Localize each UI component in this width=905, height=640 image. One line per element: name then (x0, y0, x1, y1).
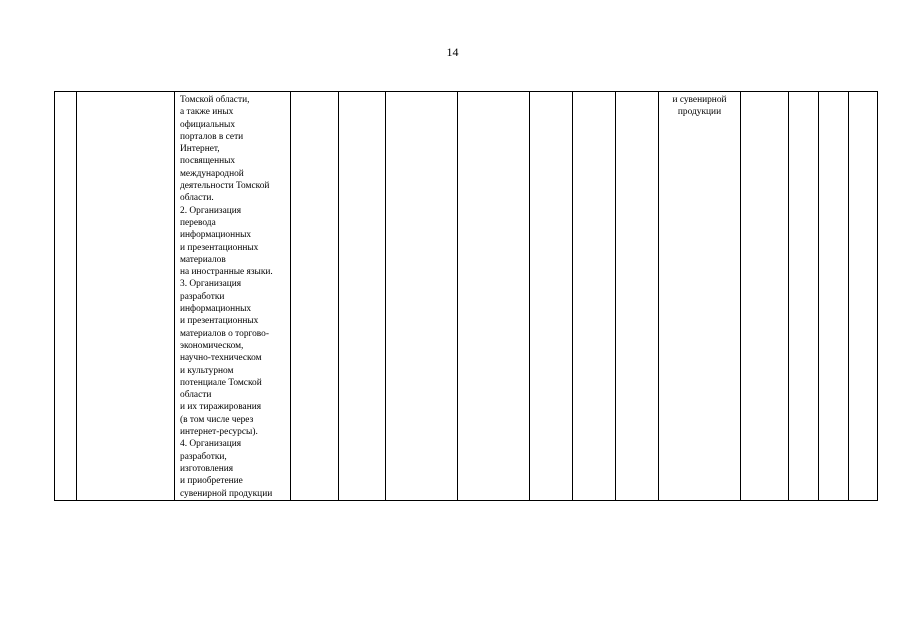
table-cell-description (175, 92, 291, 501)
table-cell-empty (789, 92, 819, 501)
table-cell-empty (819, 92, 849, 501)
program-table (54, 91, 878, 501)
table-row (55, 92, 878, 501)
table-cell-empty (849, 92, 878, 501)
table-cell-empty (386, 92, 458, 501)
table-cell-empty (530, 92, 573, 501)
table-cell-empty (339, 92, 386, 501)
table-cell-empty (291, 92, 339, 501)
table-cell-number (55, 92, 77, 501)
table-cell-task (77, 92, 175, 501)
page-number: 14 (446, 45, 459, 59)
result-text: и сувенирной продукции (672, 95, 727, 118)
table-cell-empty (573, 92, 616, 501)
table-cell-result (659, 92, 741, 501)
table-cell-empty (741, 92, 789, 501)
table-cell-empty (616, 92, 659, 501)
activity-description: Томской области, а также иных официальных порталов в сети Интернет, посвященных международной деятельности Томской области. 2. Организация перевода информационных и презентационных материалов на иностранные языки. 3. Организация разработки информационных и презентационных материалов о торгово- экономическом, научно-техническом и культурном потенциале Томской области и их тиражирования (в том числе через интернет-ресурсы). 4. Организация разработки, изготовления и приобретение сувенирной продукции (180, 95, 273, 499)
table-cell-empty (458, 92, 530, 501)
